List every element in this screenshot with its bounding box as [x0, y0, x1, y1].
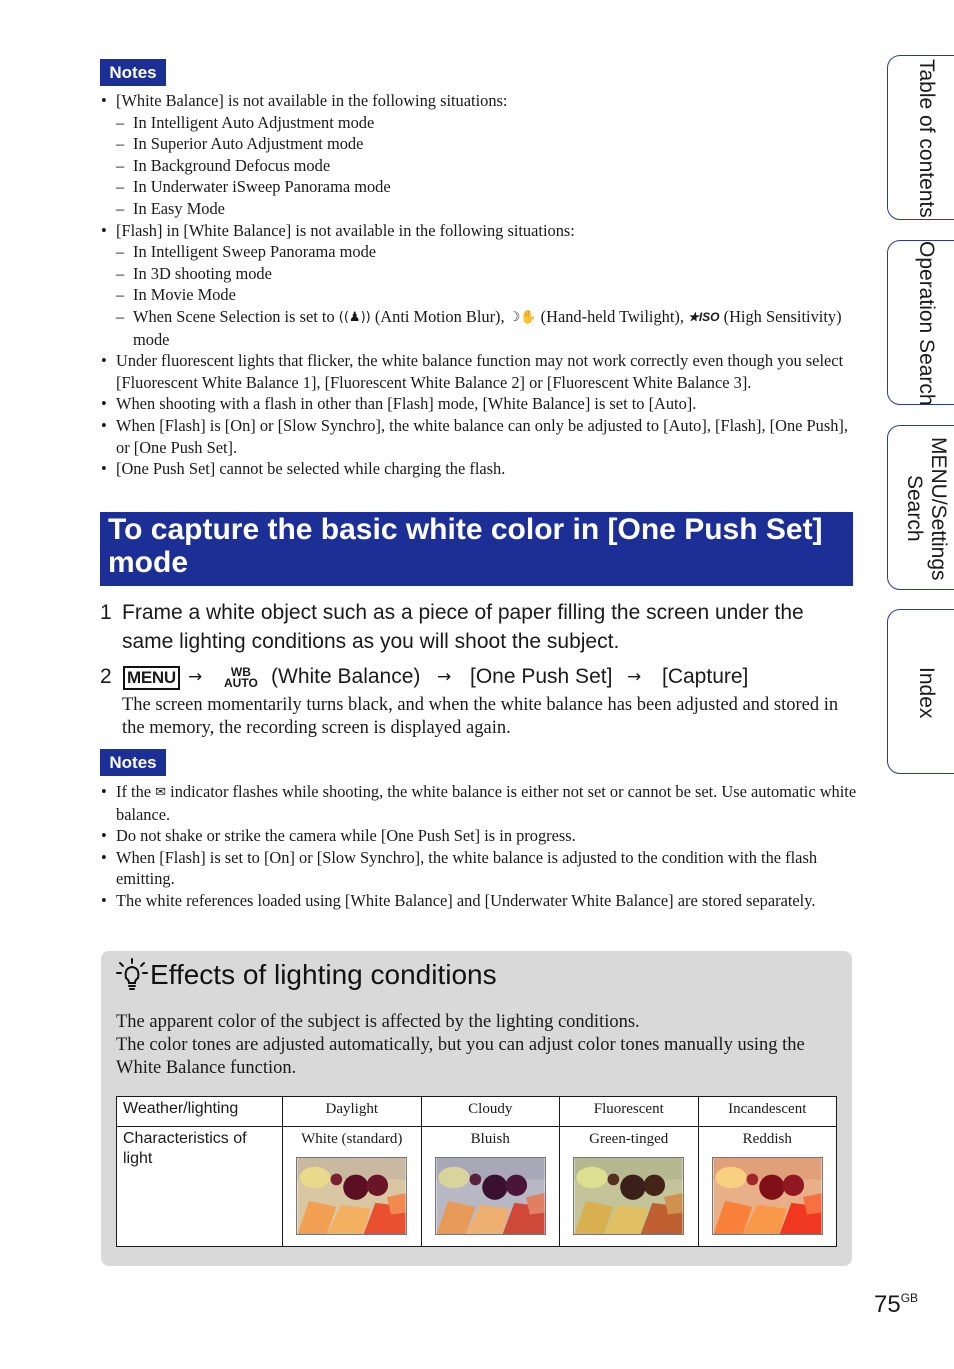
tip-paragraph: The color tones are adjusted automatically, but you can adjust color tones manually using the White Balance function. [116, 1035, 805, 1078]
cell-label: Reddish [742, 1131, 792, 1147]
notes-list [100, 90, 860, 480]
one-push-indicator-icon: ✉ [155, 785, 167, 800]
step-1 [100, 598, 860, 656]
step-text: Frame a white object such as a piece of paper filling the screen under the same lighting conditions as you will shoot the subject. [122, 601, 804, 653]
section-title: To capture the basic white color in [One Push Set] mode [100, 512, 853, 586]
scene-hht: (Hand-held Twilight), [540, 306, 684, 326]
list-item: – In Easy Mode [100, 198, 860, 220]
list-item: – In Background Defocus mode [100, 155, 860, 177]
table-cell [560, 1127, 699, 1247]
page-number-value: 75 [874, 1291, 901, 1318]
notes-list [100, 781, 860, 912]
step-2 [100, 662, 860, 692]
tab-table-of-contents[interactable] [887, 55, 954, 220]
lightbulb-tip-icon [116, 958, 148, 992]
list-item: • When [Flash] is [On] or [Slow Synchro], the white balance can only be adjusted to [Auto], [Flash], [One Push], or [One Push Set]. [100, 415, 860, 458]
list-item: – In Underwater iSweep Panorama mode [100, 176, 860, 198]
row-header: Weather/lighting [117, 1097, 283, 1127]
tab-operation-search[interactable] [887, 240, 954, 405]
list-item: • [White Balance] is not available in the following situations: [100, 90, 860, 112]
cell-label: Bluish [470, 1131, 510, 1147]
tab-menu-settings-search[interactable] [887, 425, 954, 590]
step-number: 2 [100, 665, 112, 688]
if-the-text: If the [116, 782, 152, 801]
list-item: – In Superior Auto Adjustment mode [100, 133, 860, 155]
list-item: • When shooting with a flash in other than [Flash] mode, [White Balance] is set to [Auto]. [100, 393, 860, 415]
list-item: • [Flash] in [White Balance] is not available in the following situations: [100, 220, 860, 242]
tab-label: Operation Search [915, 241, 938, 406]
table-row [117, 1097, 837, 1127]
list-item: • Under fluorescent lights that flicker, the white balance function may not work correctly even though you select [Fluorescent White Balance 1], [Fluorescent White Balance 2] or [Fluorescent White Balance 3]. [100, 350, 860, 393]
table-cell: Cloudy [421, 1097, 560, 1127]
menu-button-icon: MENU [123, 666, 180, 690]
table-row [117, 1127, 837, 1247]
table-cell: Incandescent [698, 1097, 837, 1127]
table-cell [421, 1127, 560, 1247]
lighting-table [116, 1096, 837, 1247]
list-item: – In Intelligent Sweep Panorama mode [100, 241, 860, 263]
white-balance-label: (White Balance) [271, 665, 421, 688]
list-item: • Do not shake or strike the camera while [One Push Set] is in progress. [100, 825, 860, 847]
table-cell: Fluorescent [560, 1097, 699, 1127]
daylight-sample-image [296, 1157, 407, 1235]
capture-label: [Capture] [662, 665, 749, 688]
page-number [874, 1291, 918, 1319]
list-item: – In Intelligent Auto Adjustment mode [100, 112, 860, 134]
list-item: • [One Push Set] cannot be selected while charging the flash. [100, 458, 860, 480]
list-item [100, 306, 860, 350]
tab-index[interactable] [887, 609, 954, 774]
list-item [100, 781, 860, 825]
scene-lead: When Scene Selection is set to [133, 306, 335, 326]
tab-label: Index [915, 666, 938, 719]
table-cell: Daylight [283, 1097, 422, 1127]
list-item: • When [Flash] is set to [On] or [Slow Synchro], the white balance is adjusted to the condition with the flash emitting. [100, 847, 860, 890]
wb-icon-top: WB [230, 665, 251, 679]
cloudy-sample-image [435, 1157, 546, 1235]
arrow-right-icon: → [627, 667, 642, 687]
notes-badge: Notes [100, 59, 166, 86]
scene-hs: (High Sensitivity) mode [133, 306, 842, 349]
hand-held-twilight-icon: ☽✋ [508, 309, 537, 325]
wb-icon-bottom: AUTO [224, 676, 258, 690]
white-balance-auto-icon [224, 667, 258, 689]
tip-text [116, 1011, 836, 1080]
indicator-text: indicator flashes while shooting, the white balance is either not set or cannot be set. Use automatic white balance. [116, 782, 857, 824]
high-sensitivity-icon: ★ISO [688, 309, 720, 324]
one-push-set-label: [One Push Set] [470, 665, 613, 688]
scene-amb: (Anti Motion Blur), [374, 306, 505, 326]
table-cell [698, 1127, 837, 1247]
list-item: – In 3D shooting mode [100, 263, 860, 285]
list-item: • The white references loaded using [White Balance] and [Underwater White Balance] are stored separately. [100, 890, 860, 912]
row-header: Characteristics of light [117, 1127, 283, 1247]
page-suffix: GB [900, 1291, 919, 1305]
step-number: 1 [100, 601, 112, 624]
fluorescent-sample-image [573, 1157, 684, 1235]
cell-label: White (standard) [301, 1131, 403, 1147]
step-2-description: The screen momentarily turns black, and when the white balance has been adjusted and stored in the memory, the recording screen is displayed again. [122, 695, 839, 738]
incandescent-sample-image [712, 1157, 823, 1235]
tip-paragraph: The apparent color of the subject is affected by the lighting conditions. [116, 1012, 640, 1032]
arrow-right-icon: → [437, 667, 452, 687]
cell-label: Green-tinged [589, 1131, 669, 1147]
arrow-right-icon: → [188, 667, 203, 687]
table-cell [283, 1127, 422, 1247]
list-item: – In Movie Mode [100, 284, 860, 306]
tab-label: Table of contents [915, 59, 938, 218]
tab-label: MENU/Settings Search [903, 436, 950, 581]
anti-motion-blur-icon: ((♟)) [338, 309, 371, 325]
notes-badge: Notes [100, 749, 166, 776]
tip-title: Effects of lighting conditions [150, 959, 497, 990]
